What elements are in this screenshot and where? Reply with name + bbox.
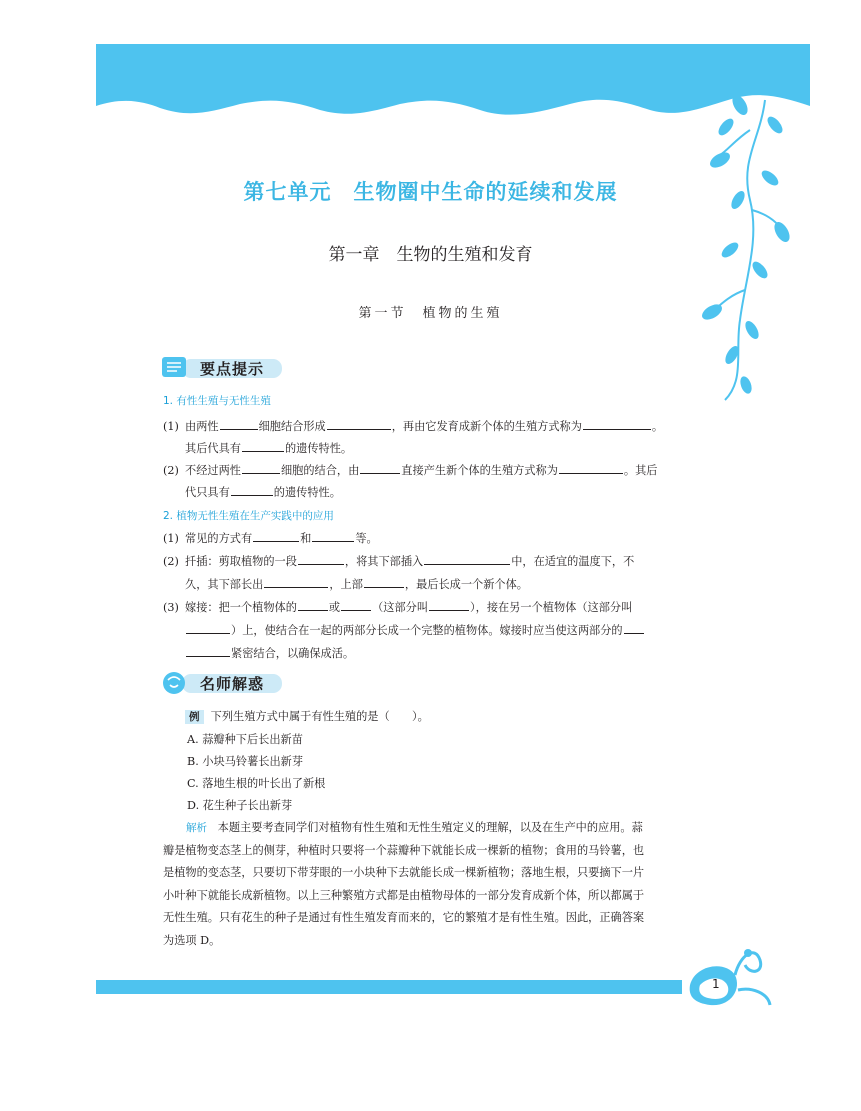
unit-title: 第七单元 生物圈中生命的延续和发展: [243, 179, 618, 204]
r3-text-e: ）上，使结合在一起的两部分长成一个完整的植物体。嫁接时应当使这两部分的: [231, 624, 623, 637]
r3-number: (3): [163, 601, 179, 614]
q2-text-c: 直接产生新个体的生殖方式称为: [401, 464, 558, 477]
teacher-badge-label: 名师解惑: [200, 675, 265, 693]
blank[interactable]: [242, 462, 280, 474]
r2-text-b: ，将其下部插入: [344, 555, 424, 568]
analysis-line-4: 小叶种下就能长成新植物。以上三种繁殖方式都是由植物母体的一部分发育成新个体，所以都属于: [163, 888, 645, 902]
blank[interactable]: [360, 462, 400, 474]
blank[interactable]: [220, 418, 258, 430]
option-b: B. 小块马铃薯长出新芽: [187, 755, 304, 768]
q1-line-2: [185, 440, 352, 456]
example-question: [185, 710, 429, 724]
analysis-text-1: 本题主要考查同学们对植物有性生殖和无性生殖定义的理解，以及在生产中的应用。蒜: [217, 821, 643, 834]
q1-text-c: ，再由它发育成新个体的生殖方式称为: [391, 420, 582, 433]
blank[interactable]: [231, 484, 273, 496]
r3-text-c: （这部分叫: [372, 601, 429, 614]
q2-line-1: [163, 462, 658, 478]
r1-text-c: 等。: [355, 532, 378, 545]
blank[interactable]: [298, 553, 344, 565]
blank[interactable]: [624, 622, 644, 634]
r2-text-c: 中，在适宜的温度下，不: [511, 555, 635, 568]
r3-text-d: ），接在另一个植物体（这部分叫: [470, 601, 633, 614]
blank[interactable]: [242, 440, 284, 452]
blank[interactable]: [364, 576, 404, 588]
question-text: 下列生殖方式中属于有性生殖的是（ ）。: [210, 710, 429, 723]
analysis-line-6: 为选项 D。: [163, 933, 221, 947]
q1-text-d: 。: [651, 420, 664, 433]
blank[interactable]: [264, 576, 328, 588]
r3-text-f: 紧密结合，以确保成活。: [231, 647, 355, 660]
q1-number: (1): [163, 420, 179, 433]
q2-text-d: 。其后: [623, 464, 658, 477]
blank[interactable]: [424, 553, 510, 565]
r2-number: (2): [163, 555, 179, 568]
blank[interactable]: [312, 530, 354, 542]
section-title: 第一节 植物的生殖: [358, 306, 503, 321]
page-number-leaf: [680, 935, 780, 1015]
r2-text-f: ，最后长成一个新个体。: [404, 578, 528, 591]
r2-text-a: 扦插：剪取植物的一段: [185, 555, 297, 568]
q2-text-f: 的遗传特性。: [273, 486, 341, 499]
q1-text-a: 由两性: [185, 420, 219, 433]
option-a: A. 蒜瓣种下后长出新苗: [187, 733, 303, 746]
r2-line-1: [163, 553, 634, 569]
option-d: D. 花生种子长出新芽: [187, 799, 293, 812]
r3-text-b: 或: [328, 601, 341, 614]
q2-text-b: 细胞的结合，由: [280, 464, 360, 477]
subheading-1: 1. 有性生殖与无性生殖: [163, 395, 271, 407]
q1-text-f: 的遗传特性。: [284, 442, 353, 455]
page-number: 1: [712, 977, 720, 991]
r1-text-a: 常见的方式有: [185, 532, 253, 545]
analysis-line-2: 瓣是植物变态茎上的侧芽，种植时只要将一个蒜瓣种下就能长成一棵新的植物；食用的马铃薯，也: [163, 843, 645, 857]
r3-text-a: 嫁接：把一个植物体的: [185, 601, 297, 614]
q2-text-a: 不经过两性: [185, 464, 241, 477]
r3-line-2: [185, 622, 645, 638]
q2-number: (2): [163, 464, 179, 477]
key-points-badge-label: 要点提示: [200, 360, 265, 378]
q1-line-1: [163, 418, 663, 434]
blank[interactable]: [253, 530, 299, 542]
blank[interactable]: [429, 599, 469, 611]
footer-bar: [96, 980, 682, 994]
r2-text-e: ，上部: [329, 578, 363, 591]
key-points-badge: [160, 355, 285, 379]
analysis-tag: 解析: [186, 822, 207, 834]
analysis-line-5: 无性生殖。只有花生的种子是通过有性生殖发育而来的，它的繁殖才是有性生殖。因此，正确答案: [163, 911, 645, 924]
example-tag: 例: [185, 710, 204, 724]
r1-text-b: 和: [300, 532, 312, 545]
blank[interactable]: [327, 418, 391, 430]
analysis-line-3: 是植物的变态茎，只要切下带芽眼的一小块种下去就能长成一棵新植物；落地生根，只要摘下一片: [163, 866, 645, 879]
r3-line-3: [185, 645, 354, 661]
r2-line-2: [185, 576, 528, 592]
q1-text-e: 其后代具有: [185, 442, 241, 455]
r3-line-1: [163, 599, 632, 615]
r1-line: [163, 530, 378, 546]
blank[interactable]: [186, 622, 230, 634]
r1-number: (1): [163, 532, 179, 545]
q2-line-2: [185, 484, 341, 500]
blank[interactable]: [559, 462, 623, 474]
teacher-badge: [160, 670, 285, 694]
subheading-2: 2. 植物无性生殖在生产实践中的应用: [163, 510, 334, 522]
blank[interactable]: [341, 599, 371, 611]
analysis-line-1: [163, 817, 699, 840]
vine-decoration: [0, 0, 861, 420]
r2-text-d: 久，其下部长出: [185, 578, 264, 591]
blank[interactable]: [186, 645, 230, 657]
q1-text-b: 细胞结合形成: [258, 420, 326, 433]
blank[interactable]: [298, 599, 328, 611]
blank[interactable]: [583, 418, 651, 430]
option-c: C. 落地生根的叶长出了新根: [187, 777, 326, 790]
q2-text-e: 代只具有: [185, 486, 230, 499]
chapter-title: 第一章 生物的生殖和发育: [328, 245, 533, 265]
analysis-paragraph: [163, 817, 699, 952]
